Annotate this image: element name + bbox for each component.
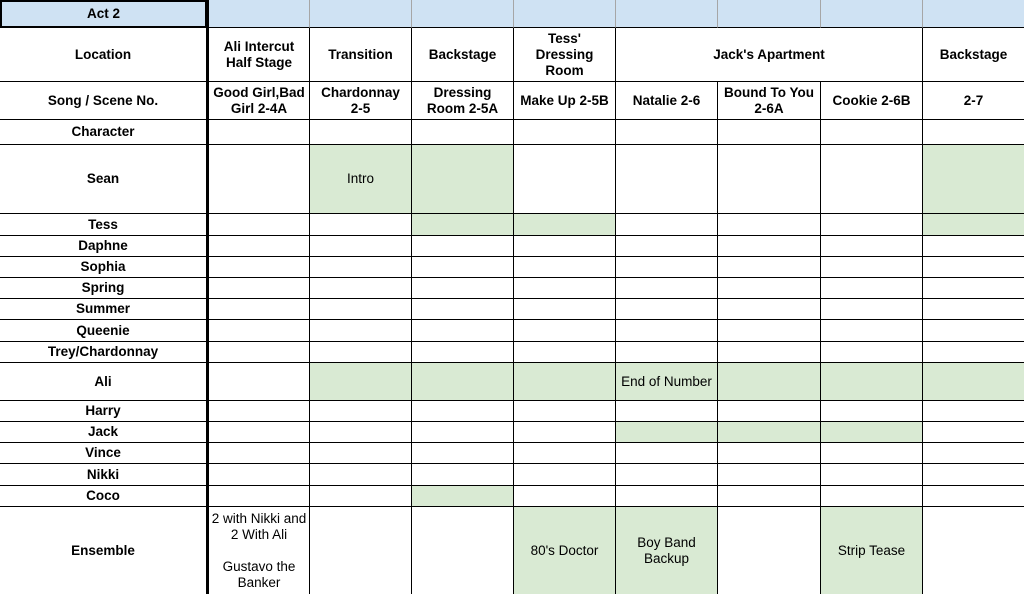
grid-cell[interactable] [616, 320, 718, 342]
grid-cell[interactable] [207, 486, 310, 507]
grid-cell[interactable] [821, 342, 923, 363]
grid-cell[interactable] [821, 320, 923, 342]
grid-cell[interactable] [616, 422, 718, 443]
grid-cell[interactable] [923, 507, 1024, 594]
grid-cell[interactable] [821, 401, 923, 422]
grid-cell[interactable] [207, 299, 310, 320]
grid-cell[interactable]: 80's Doctor [514, 507, 616, 594]
grid-cell[interactable] [923, 363, 1024, 401]
grid-cell[interactable] [616, 278, 718, 299]
grid-cell[interactable] [514, 214, 616, 236]
grid-cell[interactable] [821, 486, 923, 507]
scene-cell[interactable]: Bound To You 2-6A [718, 82, 821, 120]
header-band-cell[interactable] [207, 0, 310, 28]
location-cell[interactable]: Jack's Apartment [616, 28, 923, 82]
grid-cell[interactable] [310, 443, 412, 464]
grid-cell[interactable] [616, 145, 718, 214]
scene-cell[interactable]: Natalie 2-6 [616, 82, 718, 120]
grid-cell[interactable] [514, 443, 616, 464]
grid-cell[interactable] [412, 214, 514, 236]
grid-cell[interactable] [616, 214, 718, 236]
header-band-cell[interactable] [718, 0, 821, 28]
location-cell[interactable]: Tess' Dressing Room [514, 28, 616, 82]
grid-cell[interactable] [821, 363, 923, 401]
grid-cell[interactable] [514, 363, 616, 401]
grid-cell[interactable] [718, 464, 821, 486]
scene-cell[interactable]: Good Girl,Bad Girl 2-4A [207, 82, 310, 120]
grid-cell[interactable] [718, 120, 821, 145]
grid-cell[interactable] [310, 320, 412, 342]
scene-cell[interactable]: Chardonnay 2-5 [310, 82, 412, 120]
scene-cell[interactable]: Dressing Room 2-5A [412, 82, 514, 120]
grid-cell[interactable] [310, 507, 412, 594]
grid-cell[interactable] [923, 145, 1024, 214]
location-header[interactable]: Location [0, 28, 207, 82]
grid-cell[interactable] [718, 342, 821, 363]
grid-cell[interactable] [616, 443, 718, 464]
act-label-cell[interactable]: Act 2 [0, 0, 207, 28]
grid-cell[interactable] [718, 422, 821, 443]
grid-cell[interactable] [821, 443, 923, 464]
grid-cell[interactable] [616, 299, 718, 320]
grid-cell[interactable] [310, 363, 412, 401]
grid-cell[interactable] [616, 401, 718, 422]
grid-cell[interactable] [923, 443, 1024, 464]
grid-cell[interactable] [514, 486, 616, 507]
grid-cell[interactable] [718, 214, 821, 236]
grid-cell[interactable] [412, 299, 514, 320]
grid-cell[interactable] [412, 486, 514, 507]
grid-cell[interactable] [718, 401, 821, 422]
grid-cell[interactable]: Intro [310, 145, 412, 214]
scene-cell[interactable]: Cookie 2-6B [821, 82, 923, 120]
character-name[interactable]: Harry [0, 401, 207, 422]
grid-cell[interactable] [718, 443, 821, 464]
location-cell[interactable]: Ali Intercut Half Stage [207, 28, 310, 82]
grid-cell[interactable] [616, 236, 718, 257]
grid-cell[interactable] [207, 120, 310, 145]
grid-cell[interactable] [207, 363, 310, 401]
grid-cell[interactable] [412, 120, 514, 145]
grid-cell[interactable] [718, 236, 821, 257]
grid-cell[interactable] [616, 486, 718, 507]
character-name[interactable]: Spring [0, 278, 207, 299]
grid-cell[interactable] [207, 278, 310, 299]
grid-cell[interactable] [310, 401, 412, 422]
grid-cell[interactable] [821, 278, 923, 299]
grid-cell[interactable] [412, 464, 514, 486]
grid-cell[interactable] [923, 299, 1024, 320]
grid-cell[interactable] [514, 320, 616, 342]
grid-cell[interactable] [207, 342, 310, 363]
grid-cell[interactable] [207, 443, 310, 464]
grid-cell[interactable] [821, 120, 923, 145]
grid-cell[interactable] [923, 214, 1024, 236]
character-name[interactable]: Summer [0, 299, 207, 320]
grid-cell[interactable]: End of Number [616, 363, 718, 401]
grid-cell[interactable] [514, 342, 616, 363]
header-band-cell[interactable] [821, 0, 923, 28]
scene-cell[interactable]: 2-7 [923, 82, 1024, 120]
grid-cell[interactable] [718, 363, 821, 401]
character-name[interactable]: Nikki [0, 464, 207, 486]
grid-cell[interactable] [821, 236, 923, 257]
grid-cell[interactable] [310, 342, 412, 363]
grid-cell[interactable] [718, 507, 821, 594]
grid-cell[interactable] [412, 342, 514, 363]
header-band-cell[interactable] [616, 0, 718, 28]
character-name[interactable]: Daphne [0, 236, 207, 257]
grid-cell[interactable] [923, 342, 1024, 363]
grid-cell[interactable] [412, 257, 514, 278]
grid-cell[interactable] [207, 401, 310, 422]
character-name[interactable]: Jack [0, 422, 207, 443]
grid-cell[interactable]: Strip Tease [821, 507, 923, 594]
grid-cell[interactable] [718, 257, 821, 278]
grid-cell[interactable] [412, 320, 514, 342]
grid-cell[interactable] [514, 236, 616, 257]
grid-cell[interactable] [310, 257, 412, 278]
grid-cell[interactable] [514, 464, 616, 486]
grid-cell[interactable] [514, 299, 616, 320]
grid-cell[interactable] [412, 363, 514, 401]
character-name[interactable]: Queenie [0, 320, 207, 342]
grid-cell[interactable]: 2 with Nikki and 2 With Ali Gustavo the Banker [207, 507, 310, 594]
character-header[interactable]: Character [0, 120, 207, 145]
grid-cell[interactable] [718, 320, 821, 342]
grid-cell[interactable] [923, 486, 1024, 507]
grid-cell[interactable] [412, 443, 514, 464]
grid-cell[interactable] [923, 120, 1024, 145]
header-band-cell[interactable] [923, 0, 1024, 28]
header-band-cell[interactable] [310, 0, 412, 28]
grid-cell[interactable] [616, 257, 718, 278]
grid-cell[interactable] [616, 120, 718, 145]
character-name[interactable]: Ensemble [0, 507, 207, 594]
grid-cell[interactable] [718, 486, 821, 507]
grid-cell[interactable] [923, 464, 1024, 486]
grid-cell[interactable] [821, 464, 923, 486]
grid-cell[interactable] [923, 401, 1024, 422]
character-name[interactable]: Sean [0, 145, 207, 214]
song-scene-header[interactable]: Song / Scene No. [0, 82, 207, 120]
grid-cell[interactable] [412, 507, 514, 594]
header-band-cell[interactable] [412, 0, 514, 28]
grid-cell[interactable] [207, 422, 310, 443]
header-band-cell[interactable] [514, 0, 616, 28]
grid-cell[interactable] [207, 214, 310, 236]
grid-cell[interactable] [821, 257, 923, 278]
grid-cell[interactable] [821, 299, 923, 320]
grid-cell[interactable] [514, 401, 616, 422]
grid-cell[interactable] [616, 342, 718, 363]
grid-cell[interactable] [718, 278, 821, 299]
grid-cell[interactable] [310, 236, 412, 257]
grid-cell[interactable] [412, 236, 514, 257]
grid-cell[interactable] [923, 236, 1024, 257]
grid-cell[interactable] [207, 257, 310, 278]
grid-cell[interactable] [923, 422, 1024, 443]
grid-cell[interactable] [310, 278, 412, 299]
location-cell[interactable]: Backstage [412, 28, 514, 82]
grid-cell[interactable] [310, 486, 412, 507]
character-name[interactable]: Vince [0, 443, 207, 464]
grid-cell[interactable] [514, 422, 616, 443]
grid-cell[interactable] [207, 320, 310, 342]
character-name[interactable]: Ali [0, 363, 207, 401]
scene-cell[interactable]: Make Up 2-5B [514, 82, 616, 120]
character-name[interactable]: Coco [0, 486, 207, 507]
grid-cell[interactable] [514, 145, 616, 214]
grid-cell[interactable] [412, 278, 514, 299]
grid-cell[interactable] [514, 120, 616, 145]
character-name[interactable]: Tess [0, 214, 207, 236]
grid-cell[interactable] [310, 120, 412, 145]
grid-cell[interactable] [310, 464, 412, 486]
grid-cell[interactable] [207, 236, 310, 257]
grid-cell[interactable] [923, 320, 1024, 342]
grid-cell[interactable] [207, 145, 310, 214]
grid-cell[interactable] [616, 464, 718, 486]
grid-cell[interactable] [718, 299, 821, 320]
grid-cell[interactable] [923, 278, 1024, 299]
character-name[interactable]: Trey/Chardonnay [0, 342, 207, 363]
grid-cell[interactable] [821, 214, 923, 236]
location-cell[interactable]: Transition [310, 28, 412, 82]
grid-cell[interactable]: Boy Band Backup [616, 507, 718, 594]
character-name[interactable]: Sophia [0, 257, 207, 278]
grid-cell[interactable] [412, 145, 514, 214]
grid-cell[interactable] [923, 257, 1024, 278]
grid-cell[interactable] [514, 257, 616, 278]
grid-cell[interactable] [821, 145, 923, 214]
grid-cell[interactable] [310, 299, 412, 320]
grid-cell[interactable] [310, 214, 412, 236]
grid-cell[interactable] [821, 422, 923, 443]
grid-cell[interactable] [412, 401, 514, 422]
grid-cell[interactable] [412, 422, 514, 443]
grid-cell[interactable] [310, 422, 412, 443]
grid-cell[interactable] [718, 145, 821, 214]
location-cell[interactable]: Backstage [923, 28, 1024, 82]
grid-cell[interactable] [207, 464, 310, 486]
grid-cell[interactable] [514, 278, 616, 299]
